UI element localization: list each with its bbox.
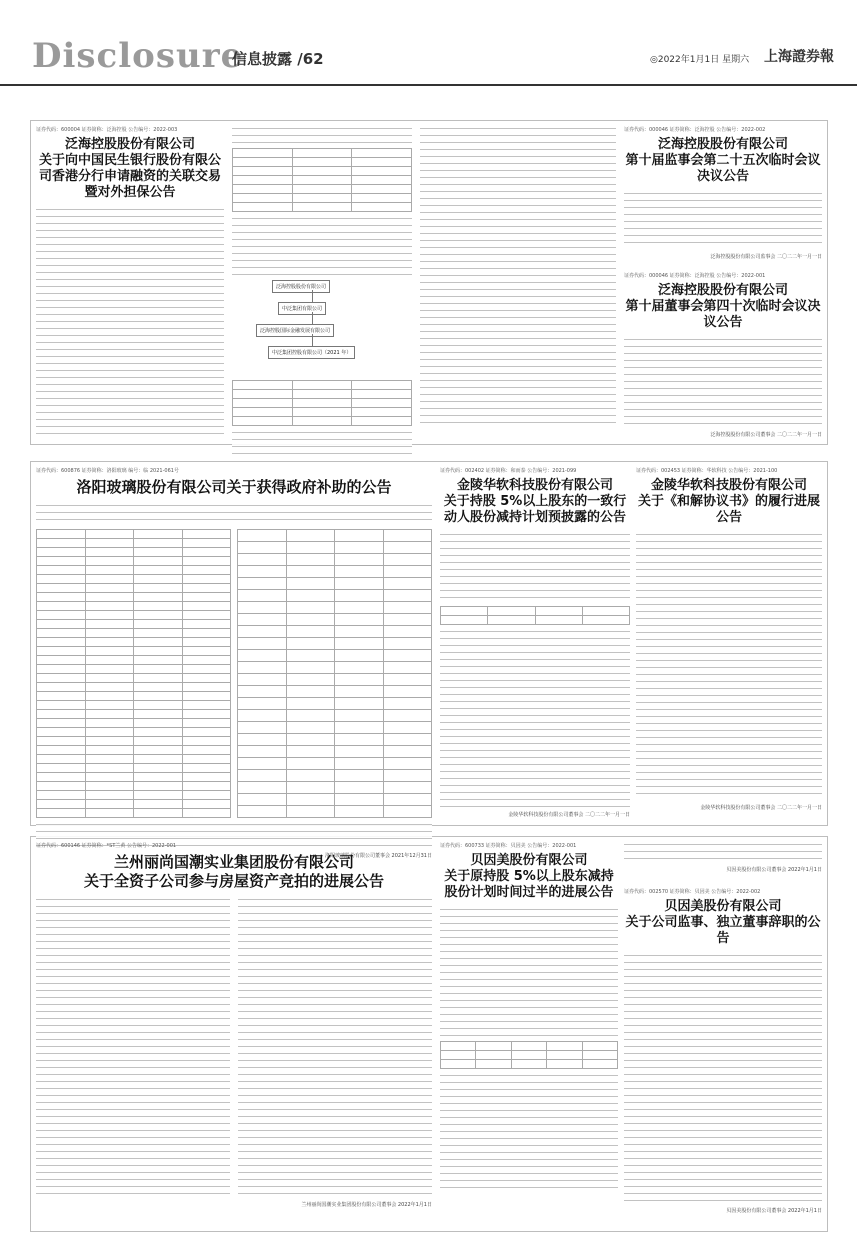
notice-signature: 金陵华软科技股份有限公司董事会 二〇二二年一月一日 xyxy=(508,812,630,818)
notice-code: 证券代码：600004 证券简称：泛海控股 公告编号：2022-003 xyxy=(36,127,178,133)
notice-company: 泛海控股股份有限公司 xyxy=(657,283,788,298)
notice-signature: 贝因美股份有限公司董事会 2022年1月1日 xyxy=(726,1208,822,1214)
notice-body xyxy=(440,629,630,807)
notice-code: 证券代码：000046 证券简称：泛海控股 公告编号：2022-001 xyxy=(624,273,766,279)
shareholding-table xyxy=(440,606,630,625)
notice-title: 关于《和解协议书》的履行进展公告 xyxy=(637,494,820,525)
notice-code: 证券代码：002570 证券简称：贝因美 公告编号：2022-002 xyxy=(624,889,761,895)
financial-table xyxy=(232,380,412,426)
notice-title: 关于原持股 5%以上股东减持股份计划时间过半的进展公告 xyxy=(444,869,614,900)
notice-signature: 泛海控股股份有限公司董事会 二〇二二年一月一日 xyxy=(710,432,822,438)
notice-company: 贝因美股份有限公司 xyxy=(664,899,782,914)
notice-body xyxy=(440,532,630,602)
notice-title: 第十届监事会第二十五次临时会议决议公告 xyxy=(625,153,821,184)
flow-box: 中泛集团有限公司 xyxy=(278,302,326,315)
subsidy-table-right xyxy=(237,529,432,818)
notice-body xyxy=(36,207,224,437)
notice-signature: 金陵华软科技股份有限公司董事会 二〇二二年一月一日 xyxy=(700,805,822,811)
notice-body xyxy=(636,532,822,800)
notice-code: 证券代码：000046 证券简称：泛海控股 公告编号：2022-002 xyxy=(624,127,766,133)
notice-body xyxy=(440,907,618,1037)
notice-body-left xyxy=(36,897,230,1197)
notice-company: 贝因美股份有限公司 xyxy=(470,853,588,868)
page-header xyxy=(0,0,857,86)
flow-connector xyxy=(312,290,313,302)
notice-code: 证券代码：600876 证券简称：洛阳玻璃 编号：临 2021-061号 xyxy=(36,468,179,474)
notice-huaruan-reduction xyxy=(440,467,630,821)
notice-company: 泛海控股股份有限公司 xyxy=(657,137,788,152)
notice-beingmate-continued xyxy=(624,842,822,882)
section-title: 信息披露 /62 xyxy=(232,50,324,68)
issue-date: ◎2022年1月1日 星期六 xyxy=(650,55,750,65)
flow-box: 中泛集团控股有限公司（2021 年） xyxy=(268,346,355,359)
flow-box: 泛海控股股份有限公司 xyxy=(272,280,330,293)
notice-body-right xyxy=(238,897,432,1197)
notice-signature: 兰州丽尚国潮实业集团股份有限公司董事会 2022年1月1日 xyxy=(301,1202,432,1208)
newspaper-name: 上海證券報 xyxy=(764,49,834,65)
notice-body xyxy=(624,953,822,1203)
text-block xyxy=(232,126,412,144)
notice-body xyxy=(36,503,432,525)
text-block xyxy=(420,126,616,426)
notice-code: 证券代码：002453 证券简称：华软科技 公告编号：2021-100 xyxy=(636,468,778,474)
notice-company: 泛海控股股份有限公司 xyxy=(64,137,195,152)
notice-code: 证券代码：002402 证券简称：和而泰 公告编号：2021-099 xyxy=(440,468,577,474)
notice-signature: 贝因美股份有限公司董事会 2022年1月1日 xyxy=(726,867,822,873)
notice-body xyxy=(624,191,822,249)
notice-body xyxy=(624,842,822,862)
subsidy-table-left xyxy=(36,529,231,818)
flow-connector xyxy=(312,334,313,346)
notice-title: 关于公司监事、独立董事辞职的公告 xyxy=(625,915,821,946)
text-block xyxy=(232,430,412,456)
notice-body xyxy=(624,337,822,427)
notice-beingmate-reduction xyxy=(440,842,618,1226)
notice-title: 关于持股 5%以上股东的一致行动人股份减持计划预披露的公告 xyxy=(443,494,627,525)
notice-code: 证券代码：600146 证券简称：*ST兰黄 公告编号：2022-001 xyxy=(36,843,177,849)
financial-table xyxy=(232,148,412,212)
notice-company: 金陵华软科技股份有限公司 xyxy=(456,478,613,493)
notice-fanhai-continued xyxy=(420,126,616,440)
notice-fanhai-board xyxy=(624,272,822,440)
disclosure-logo: Disclosure xyxy=(32,36,244,76)
notice-huaruan-settlement xyxy=(636,467,822,821)
ownership-chart xyxy=(232,276,412,376)
notice-title: 关于全资子公司参与房屋资产竞拍的进展公告 xyxy=(83,872,384,890)
text-block xyxy=(232,216,412,276)
notice-company: 兰州丽尚国潮实业集团股份有限公司 xyxy=(113,853,354,871)
notice-beingmate-resignation xyxy=(624,888,822,1226)
notice-signature: 泛海控股股份有限公司监事会 二〇二二年一月一日 xyxy=(710,254,822,260)
notice-fanhai-financing xyxy=(36,126,224,440)
shareholding-table xyxy=(440,1041,618,1069)
flow-box: 泛海控股国际金融发展有限公司 xyxy=(256,324,334,337)
notice-fanhai-details xyxy=(232,126,412,440)
notice-lishang-auction xyxy=(36,842,432,1226)
notice-signature: 洛阳玻璃股份有限公司董事会 2021年12月31日 xyxy=(324,853,432,859)
notice-title: 关于向中国民生银行股份有限公司香港分行申请融资的关联交易暨对外担保公告 xyxy=(38,153,221,200)
notice-code: 证券代码：600733 证券简称：贝因美 公告编号：2022-001 xyxy=(440,843,577,849)
notice-company: 金陵华软科技股份有限公司 xyxy=(650,478,807,493)
notice-title: 第十届董事会第四十次临时会议决议公告 xyxy=(625,299,821,330)
notice-body xyxy=(440,1073,618,1193)
notice-fanhai-supervisory xyxy=(624,126,822,266)
notice-title: 洛阳玻璃股份有限公司关于获得政府补助的公告 xyxy=(76,478,392,496)
flow-connector xyxy=(312,312,313,324)
